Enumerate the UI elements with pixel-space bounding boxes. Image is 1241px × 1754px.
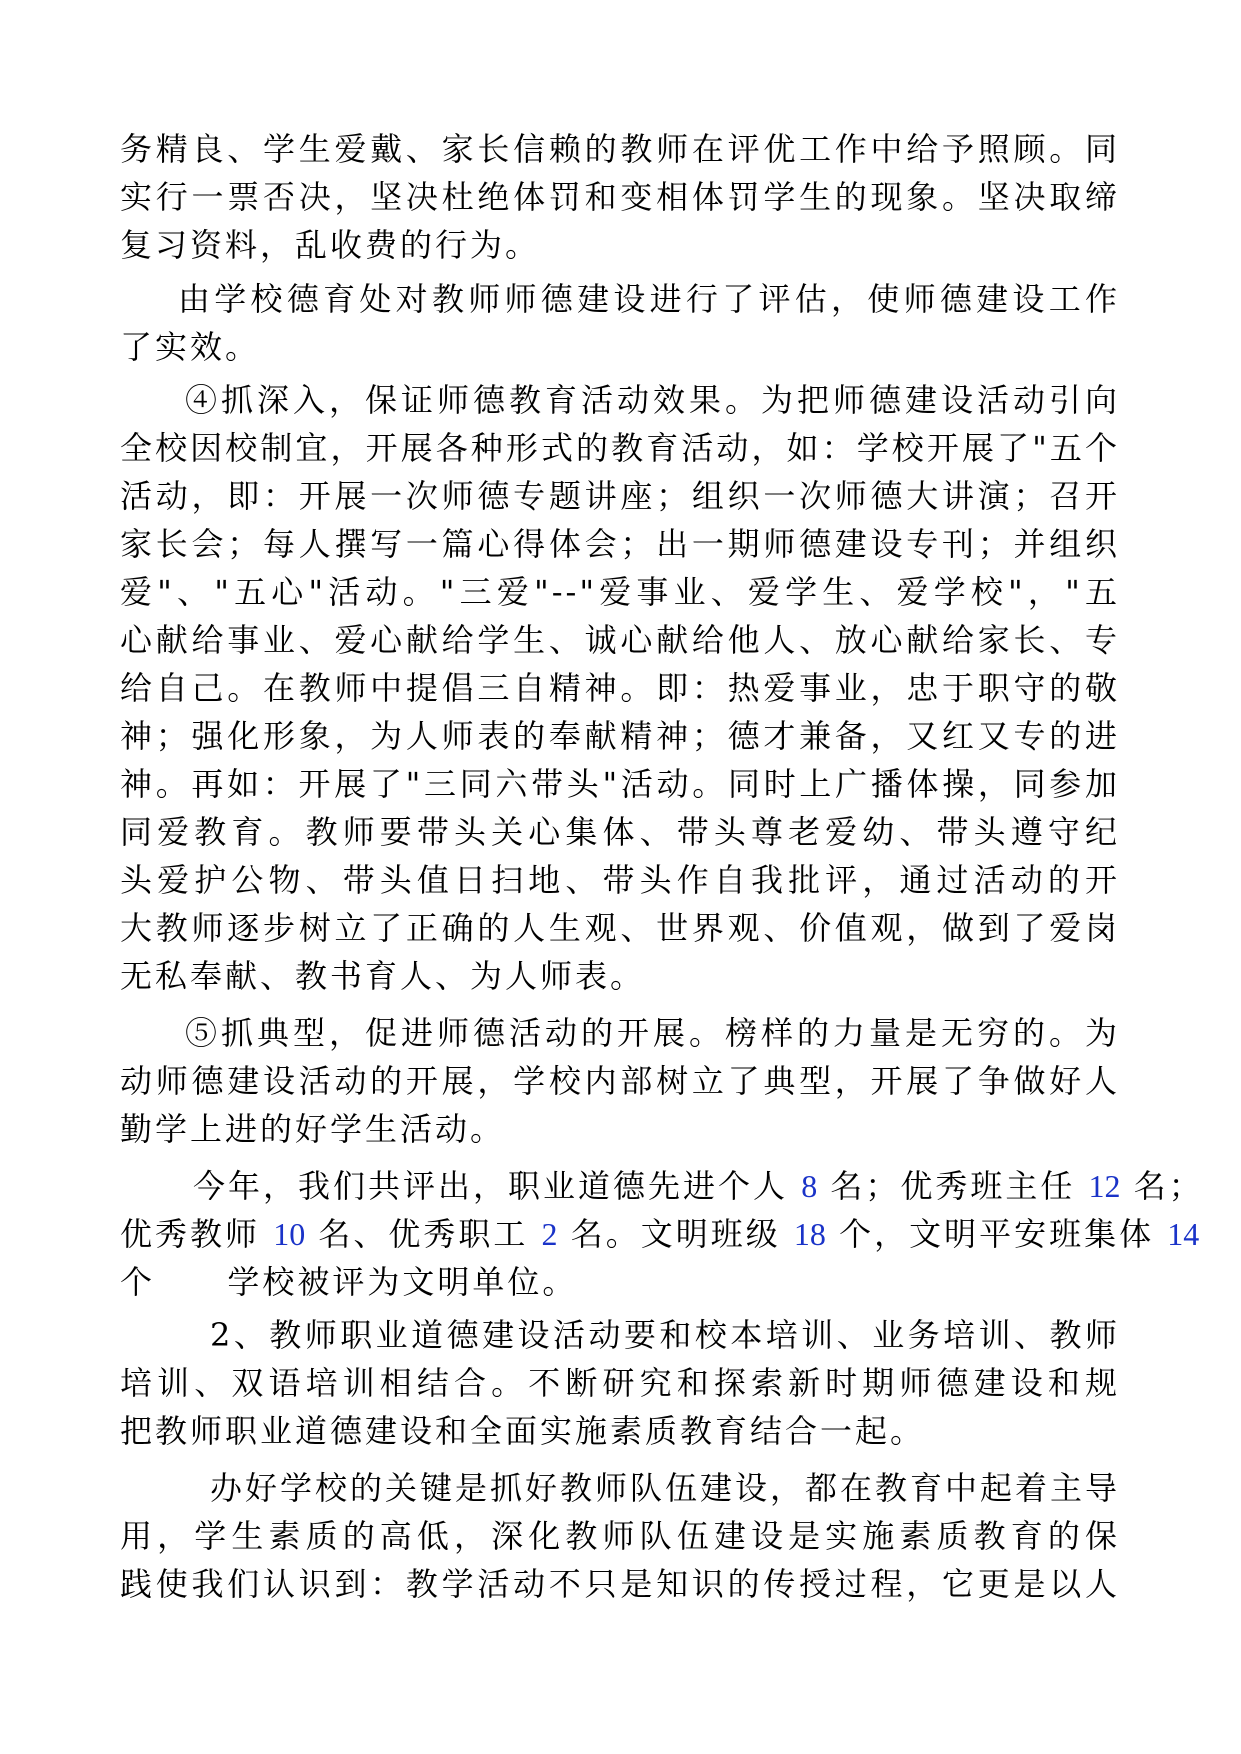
body-line: 爱"、"五心"活动。"三爱"--"爱事业、爱学生、爱学校"，"五 <box>120 573 1120 611</box>
stats-text: 优秀教师 <box>120 1215 261 1253</box>
stats-number: 14 <box>1167 1216 1200 1252</box>
stats-text: 名。文明班级 <box>570 1215 781 1253</box>
paragraph-start-line: 2、教师职业道德建设活动要和校本培训、业务培训、教师 <box>210 1316 1120 1354</box>
body-line: 了实效。 <box>120 328 261 366</box>
body-line: 培训、双语培训相结合。不断研究和探索新时期师德建设和规 <box>120 1364 1120 1402</box>
stats-number: 2 <box>541 1216 558 1252</box>
body-line: 神。再如：开展了"三同六带头"活动。同时上广播体操，同参加 <box>120 765 1120 803</box>
body-line: 同爱教育。教师要带头关心集体、带头尊老爱幼、带头遵守纪 <box>120 813 1120 851</box>
stats-text: 名；优秀班主任 <box>830 1167 1076 1205</box>
stats-text: 名； <box>1133 1167 1204 1205</box>
body-line: 活动，即：开展一次师德专题讲座；组织一次师德大讲演；召开 <box>120 477 1120 515</box>
body-line: 把教师职业道德建设和全面实施素质教育结合一起。 <box>120 1412 926 1450</box>
stats-line <box>193 1162 1204 1210</box>
stats-number: 12 <box>1088 1168 1121 1204</box>
stats-text: 个 <box>120 1263 156 1301</box>
stats-text: 学校被评为文明单位。 <box>227 1263 578 1301</box>
body-line: 家长会；每人撰写一篇心得体会；出一期师德建设专刊；并组织 <box>120 525 1120 563</box>
stats-text: 个，文明平安班集体 <box>839 1215 1155 1253</box>
paragraph-start-line: 办好学校的关键是抓好教师队伍建设，都在教育中起着主导 <box>210 1469 1120 1507</box>
body-line: 务精良、学生爱戴、家长信赖的教师在评优工作中给予照顾。同 <box>120 130 1120 168</box>
body-line: 动师德建设活动的开展，学校内部树立了典型，开展了争做好人 <box>120 1062 1120 1100</box>
body-line: 全校因校制宜，开展各种形式的教育活动，如：学校开展了"五个 <box>120 429 1120 467</box>
body-line: 给自己。在教师中提倡三自精神。即：热爱事业，忠于职守的敬 <box>120 669 1120 707</box>
body-line: 用，学生素质的高低，深化教师队伍建设是实施素质教育的保 <box>120 1517 1120 1555</box>
stats-number: 10 <box>273 1216 306 1252</box>
stats-text: 名、优秀职工 <box>318 1215 529 1253</box>
stats-text: 今年，我们共评出，职业道德先进个人 <box>193 1167 789 1205</box>
body-line: 无私奉献、教书育人、为人师表。 <box>120 957 646 995</box>
body-line: 践使我们认识到：教学活动不只是知识的传授过程，它更是以人 <box>120 1565 1120 1603</box>
stats-number: 8 <box>801 1168 818 1204</box>
body-line: 复习资料，乱收费的行为。 <box>120 226 541 264</box>
stats-line <box>120 1210 1200 1258</box>
body-line: 勤学上进的好学生活动。 <box>120 1110 506 1148</box>
body-line: 大教师逐步树立了正确的人生观、世界观、价值观，做到了爱岗 <box>120 909 1120 947</box>
stats-number: 18 <box>793 1216 826 1252</box>
body-line: 头爱护公物、带头值日扫地、带头作自我批评，通过活动的开 <box>120 861 1120 899</box>
paragraph-start-line: ⑤抓典型，促进师德活动的开展。榜样的力量是无穷的。为 <box>185 1014 1120 1052</box>
stats-line <box>120 1258 1120 1306</box>
paragraph-start-line: ④抓深入，保证师德教育活动效果。为把师德建设活动引向 <box>185 381 1120 419</box>
body-line: 心献给事业、爱心献给学生、诚心献给他人、放心献给家长、专 <box>120 621 1120 659</box>
body-line: 神；强化形象，为人师表的奉献精神；德才兼备，又红又专的进 <box>120 717 1120 755</box>
body-line: 实行一票否决，坚决杜绝体罚和变相体罚学生的现象。坚决取缔 <box>120 178 1120 216</box>
paragraph-start-line: 由学校德育处对教师师德建设进行了评估，使师德建设工作 <box>178 280 1120 318</box>
